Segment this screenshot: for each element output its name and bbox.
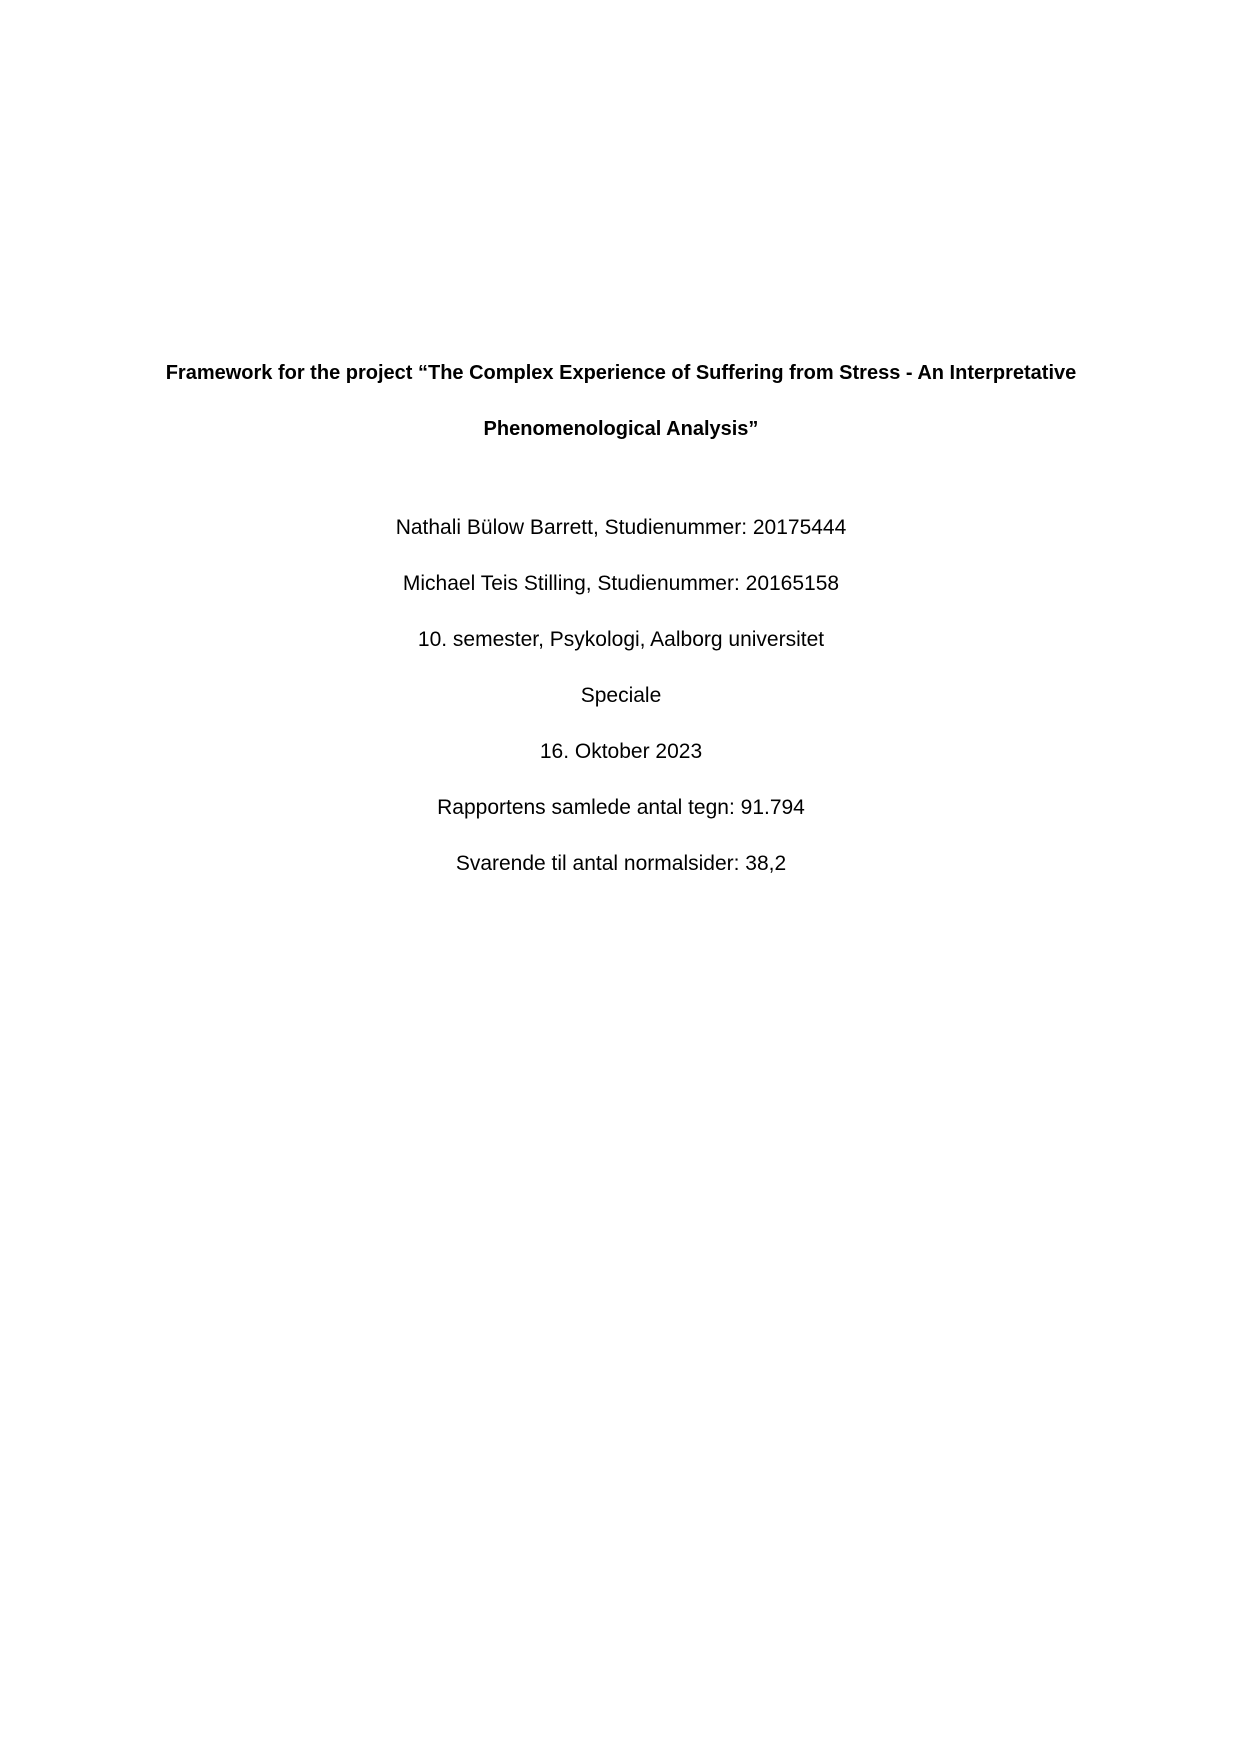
document-date: 16. Oktober 2023 <box>539 740 703 763</box>
normal-pages-count: Svarende til antal normalsider: 38,2 <box>455 852 787 875</box>
title-line-2: Phenomenological Analysis” <box>483 418 759 440</box>
title-line-1: Framework for the project “The Complex Experience of Suffering from Stress - An Interpretative <box>165 362 1077 384</box>
author-1: Nathali Bülow Barrett, Studienummer: 20175444 <box>395 516 847 539</box>
character-count: Rapportens samlede antal tegn: 91.794 <box>437 796 805 819</box>
program-line: 10. semester, Psykologi, Aalborg universitet <box>417 628 825 651</box>
document-title <box>140 345 1102 457</box>
title-page-info <box>0 512 1242 904</box>
author-2: Michael Teis Stilling, Studienummer: 20165158 <box>402 572 840 595</box>
thesis-type: Speciale <box>580 684 662 707</box>
